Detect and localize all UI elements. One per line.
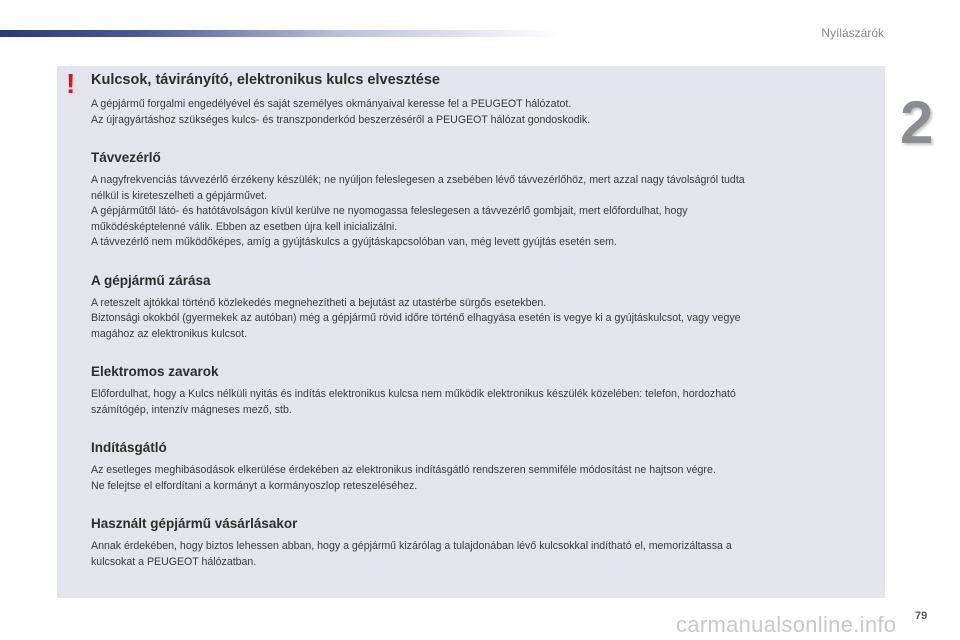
section-line: Biztonsági okokból (gyermekek az autóban) még a gépjármű rövid időre történő elhagyása esetén is vegye ki a gyújtáskulcsot, vagy vegye xyxy=(91,312,741,324)
panel-content xyxy=(91,72,871,570)
section-line: A távvezérlő nem működőképes, amíg a gyújtáskulcs a gyújtáskapcsolóban van, még levett gyújtás esetén sem. xyxy=(91,236,617,248)
section-line: működésképtelenné válik. Ebben az esetben újra kell inicializálni. xyxy=(91,220,398,233)
section-line: Az esetleges meghibásodások elkerülése érdekében az elektronikus indításgátló rendszeren semmiféle módosítást ne hajtson végre. xyxy=(91,464,716,476)
section-line: Ne felejtse el elfordítani a kormányt a kormányoszlop reteszeléséhez. xyxy=(91,479,418,492)
page-number: 79 xyxy=(915,610,928,622)
section-gepjarmu-zarasa xyxy=(91,273,871,343)
section-line: magához az elektronikus kulcsot. xyxy=(91,327,248,340)
section-hasznalt-gepjarmu xyxy=(91,516,871,570)
header-gradient-bar xyxy=(0,30,560,37)
section-heading: Indításgátló xyxy=(91,440,167,455)
intro-text xyxy=(91,97,871,128)
section-line: A gépjárműtől látó- és hatótávolságon kívül kerülve ne nyomogassa feleslegesen a távvezérlő gombjait, mert előfordulhat, hogy xyxy=(91,205,688,217)
section-elektromos-zavarok xyxy=(91,364,871,418)
chapter-number: 2 xyxy=(900,89,934,156)
section-line: Annak érdekében, hogy biztos lehessen abban, hogy a gépjármű kizárólag a tulajdonában lévő kulcsokkal indítható el, memorizáltassa a xyxy=(91,540,732,552)
section-label: Nyílászárók xyxy=(821,26,884,40)
section-tavvezerlo xyxy=(91,150,871,251)
section-heading: A gépjármű zárása xyxy=(91,272,211,288)
section-heading: Távvezérlő xyxy=(91,150,161,165)
intro-line: A gépjármű forgalmi engedélyével és saját személyes okmányaival keresse fel a PEUGEOT hálózatot. xyxy=(91,98,572,110)
section-line: A nagyfrekvenciás távvezérlő érzékeny készülék; ne nyúljon feleslegesen a zsebében lévő távvezérlőhöz, mert azzal nagy távolságról tudta xyxy=(91,174,745,186)
watermark: carmanualsonline.info xyxy=(676,612,897,637)
main-title: Kulcsok, távirányító, elektronikus kulcs elvesztése xyxy=(91,72,440,88)
section-line: Előfordulhat, hogy a Kulcs nélküli nyitás és indítás elektronikus kulcsa nem működik elektronikus készülék közelében: telefon, hordozható xyxy=(91,388,736,400)
section-line: nélkül is kireteszelheti a gépjárművet. xyxy=(91,189,268,202)
section-line: A reteszelt ajtókkal történő közlekedés megnehezítheti a bejutást az utastérbe sürgős esetekben. xyxy=(91,296,547,309)
exclamation-mark-icon: ! xyxy=(66,68,76,99)
section-line: számítógép, intenzív mágneses mező, stb. xyxy=(91,403,292,416)
section-heading: Elektromos zavarok xyxy=(91,364,219,379)
intro-line: Az újragyártáshoz szükséges kulcs- és transzponderkód beszerzéséről a PEUGEOT hálózat gondoskodik. xyxy=(91,113,591,126)
section-line: kulcsokat a PEUGEOT hálózatban. xyxy=(91,555,257,568)
section-inditasgatlo xyxy=(91,440,871,494)
section-heading: Használt gépjármű vásárlásakor xyxy=(91,516,298,531)
